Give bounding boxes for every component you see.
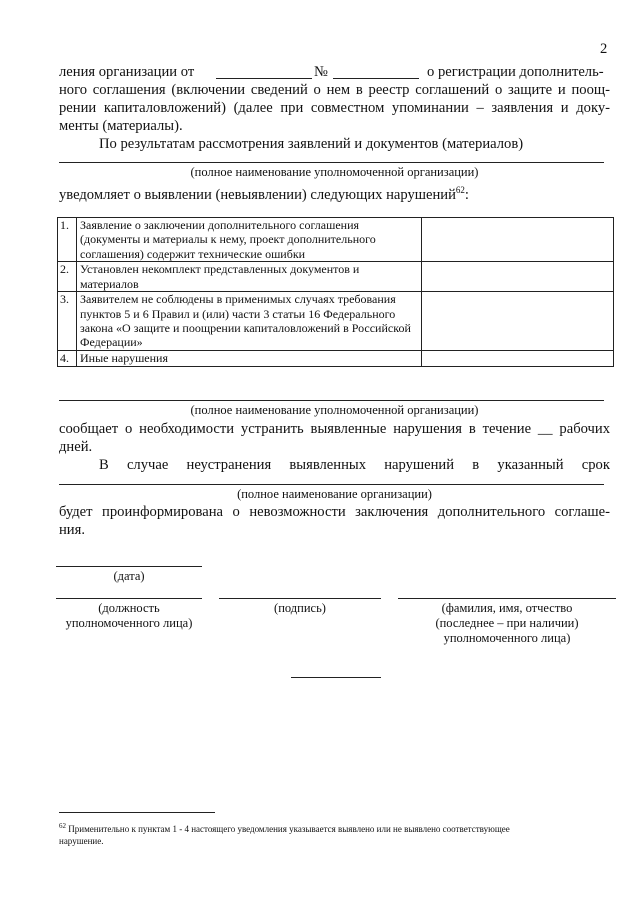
row-result [422,351,614,366]
failure-word: срок [581,457,610,473]
org-blank [59,484,604,485]
failure-word: В [99,457,109,473]
org-date-blank [216,78,312,79]
failure-word: указанный [497,457,564,473]
footnote-separator [59,812,215,813]
date-blank [56,566,202,567]
row-number: 4. [58,351,77,366]
violations-table [57,217,614,367]
row-result [422,218,614,262]
footnote [59,820,619,847]
footnote-ref: 62 [455,185,465,195]
inform-line1: будет проинформирована о невозможности заключения дополнительного соглаше- [59,504,610,520]
row-result [422,262,614,292]
notify-colon: : [464,186,469,203]
footnote-text: Применительно к пунктам 1 - 4 настоящего уведомления указывается выявлено или не выявлено соответствующее [68,824,510,834]
org-number-blank [333,78,419,79]
intro-line1-start: ления организации от [59,64,195,80]
table-row [58,218,614,262]
row-text: Заявление о заключении дополнительного соглашения (документы и материалы к нему, проект дополнительного соглашения) содержит технические ошибки [77,218,422,262]
end-separator [291,677,381,678]
position-blank [56,598,202,599]
page-number: 2 [600,41,608,57]
row-text: Установлен некомплект представленных документов и материалов [77,262,422,292]
failure-word: неустранения [186,457,272,473]
name-label-2: (последнее – при наличии) [435,616,579,630]
name-label-3: уполномоченного лица) [443,631,571,645]
caption-authorized-org-1: (полное наименование уполномоченной организации) [190,165,479,179]
row-result [422,292,614,351]
inform-line2: ния. [59,522,85,538]
date-label: (дата) [113,569,145,583]
caption-authorized-org-2: (полное наименование уполномоченной организации) [190,403,479,417]
failure-line [99,456,610,474]
intro-line4: менты (материалы). [59,118,183,134]
row-number: 3. [58,292,77,351]
notify-text [59,181,469,204]
deadline-line2: дней. [59,439,93,455]
intro-number-sign: № [314,64,328,80]
row-number: 1. [58,218,77,262]
signature-blank [219,598,381,599]
row-text: Иные нарушения [77,351,422,366]
intro-line5: По результатам рассмотрения заявлений и документов (материалов) [99,136,524,152]
footnote-line1 [59,820,619,835]
intro-line1-end: о регистрации дополнитель- [427,64,604,80]
footnote-number: 62 [59,822,66,830]
authorized-org-blank-2 [59,400,604,401]
signature-label: (подпись) [274,601,326,615]
intro-line3: рении капиталовложений) (далее при совместном упоминании – заявления и доку- [59,100,610,116]
failure-word: выявленных [289,457,366,473]
notify-text-body: уведомляет о выявлении (невыявлении) следующих нарушений [59,186,456,203]
name-blank [398,598,616,599]
row-number: 2. [58,262,77,292]
authorized-org-blank-1 [59,162,604,163]
deadline-line1: сообщает о необходимости устранить выявленные нарушения в течение __ рабочих [59,421,610,437]
footnote-line2: нарушение. [59,836,104,846]
failure-word: случае [126,457,169,473]
failure-word: в [472,457,480,473]
position-label-2: уполномоченного лица) [65,616,193,630]
position-label-1: (должность [98,601,160,615]
intro-line2: ного соглашения (включении сведений о нем в реестр соглашений о защите и поощ- [59,82,610,98]
table-row [58,292,614,351]
table-row [58,351,614,366]
caption-org: (полное наименование организации) [237,487,432,501]
row-text: Заявителем не соблюдены в применимых случаях требования пунктов 5 и 6 Правил и (или) части 3 статьи 16 Федерального закона «О защите и поощрении капиталовложений в Российской Федерации» [77,292,422,351]
failure-word: нарушений [384,457,455,473]
table-row [58,262,614,292]
name-label-1: (фамилия, имя, отчество [441,601,573,615]
